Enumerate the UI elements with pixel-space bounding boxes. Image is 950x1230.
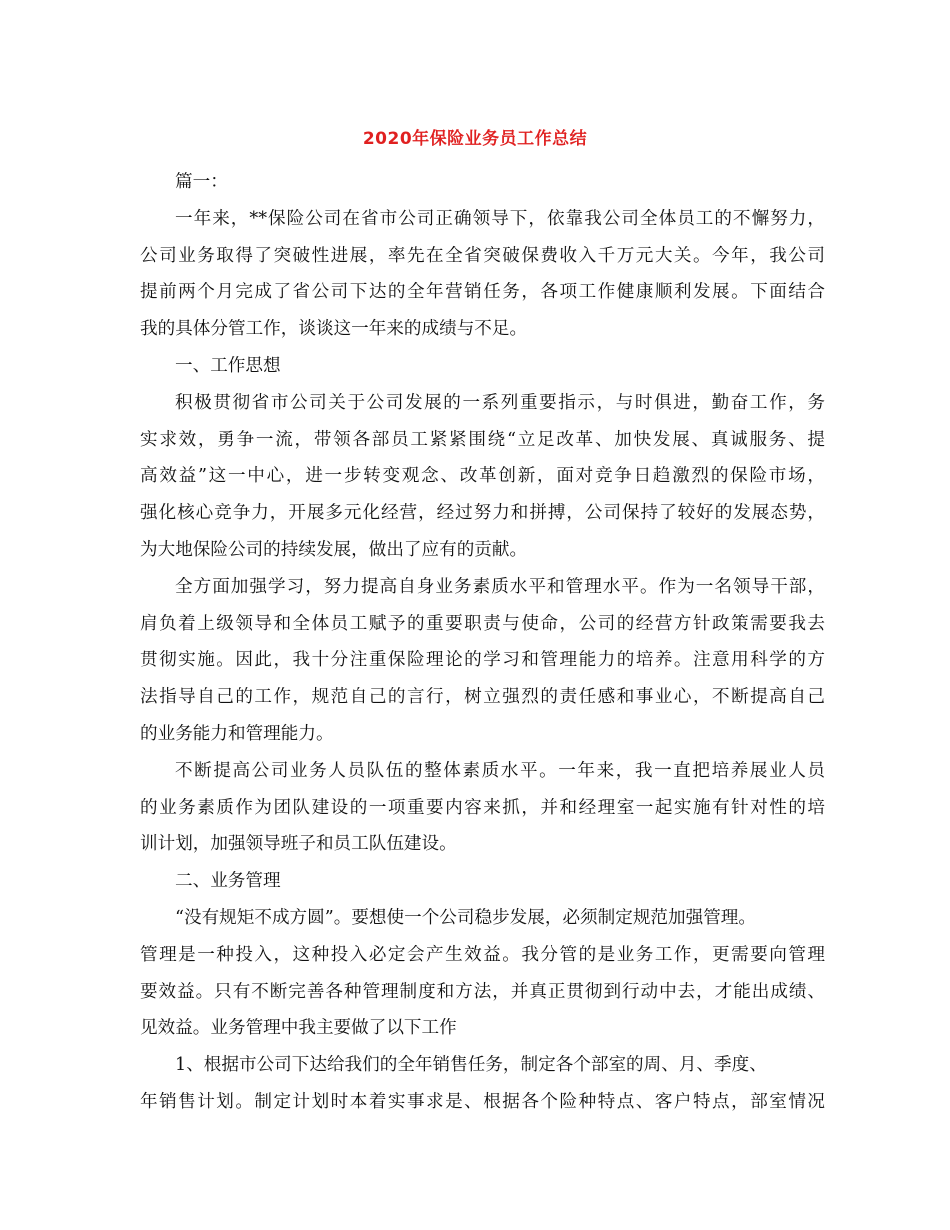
text-line: 高效益”这一中心，进一步转变观念、改革创新，面对竞争日趋激烈的保险市场， [140, 466, 825, 487]
text-line: 见效益。业务管理中我主要做了以下工作 [140, 1018, 457, 1039]
text-line: 要效益。只有不断完善各种管理制度和方法，并真正贯彻到行动中去，才能出成绩、 [140, 981, 825, 1002]
text-line: 二、业务管理 [175, 871, 281, 892]
text-line: 全方面加强学习，努力提高自身业务素质水平和管理水平。作为一名领导干部， [175, 576, 825, 597]
text-line: 强化核心竞争力，开展多元化经营，经过努力和拼搏，公司保持了较好的发展态势， [140, 503, 825, 524]
text-line: 我的具体分管工作，谈谈这一年来的成绩与不足。 [140, 319, 528, 340]
text-line: 的业务素质作为团队建设的一项重要内容来抓，并和经理室一起实施有针对性的培 [140, 797, 825, 818]
text-line: 为大地保险公司的持续发展，做出了应有的贡献。 [140, 539, 528, 560]
text-line: 提前两个月完成了省公司下达的全年营销任务，各项工作健康顺利发展。下面结合 [140, 282, 825, 303]
text-line: 的业务能力和管理能力。 [140, 723, 334, 744]
text-line: 不断提高公司业务人员队伍的整体素质水平。一年来，我一直把培养展业人员 [175, 760, 825, 781]
text-line: 实求效，勇争一流，带领各部员工紧紧围绕“立足改革、加快发展、真诚服务、提 [140, 429, 825, 450]
text-line: 公司业务取得了突破性进展，率先在全省突破保费收入千万元大关。今年，我公司 [140, 245, 825, 266]
text-line: 一、工作思想 [175, 355, 281, 376]
text-line: 法指导自己的工作，规范自己的言行，树立强烈的责任感和事业心，不断提高自己 [140, 687, 825, 708]
text-line: 肩负着上级领导和全体员工赋予的重要职责与使命，公司的经营方针政策需要我去 [140, 613, 825, 634]
text-line: 积极贯彻省市公司关于公司发展的一系列重要指示，与时俱进，勤奋工作，务 [175, 392, 825, 413]
text-line: 训计划，加强领导班子和员工队伍建设。 [140, 834, 457, 855]
text-line: 贯彻实施。因此，我十分注重保险理论的学习和管理能力的培养。注意用科学的方 [140, 650, 825, 671]
text-line: “没有规矩不成方圆”。要想使一个公司稳步发展，必须制定规范加强管理。 [175, 907, 756, 928]
document-title: 2020年保险业务员工作总结 [362, 129, 588, 149]
text-line: 年销售计划。制定计划时本着实事求是、根据各个险种特点、客户特点，部室情况 [140, 1091, 825, 1112]
text-line: 1、根据市公司下达给我们的全年销售任务，制定各个部室的周、月、季度、 [175, 1055, 767, 1076]
text-line: 管理是一种投入，这种投入必定会产生效益。我分管的是业务工作，更需要向管理 [140, 944, 825, 965]
text-line: 一年来，**保险公司在省市公司正确领导下，依靠我公司全体员工的不懈努力， [175, 208, 825, 229]
document-body [140, 164, 825, 1121]
text-line: 篇一： [175, 172, 228, 192]
